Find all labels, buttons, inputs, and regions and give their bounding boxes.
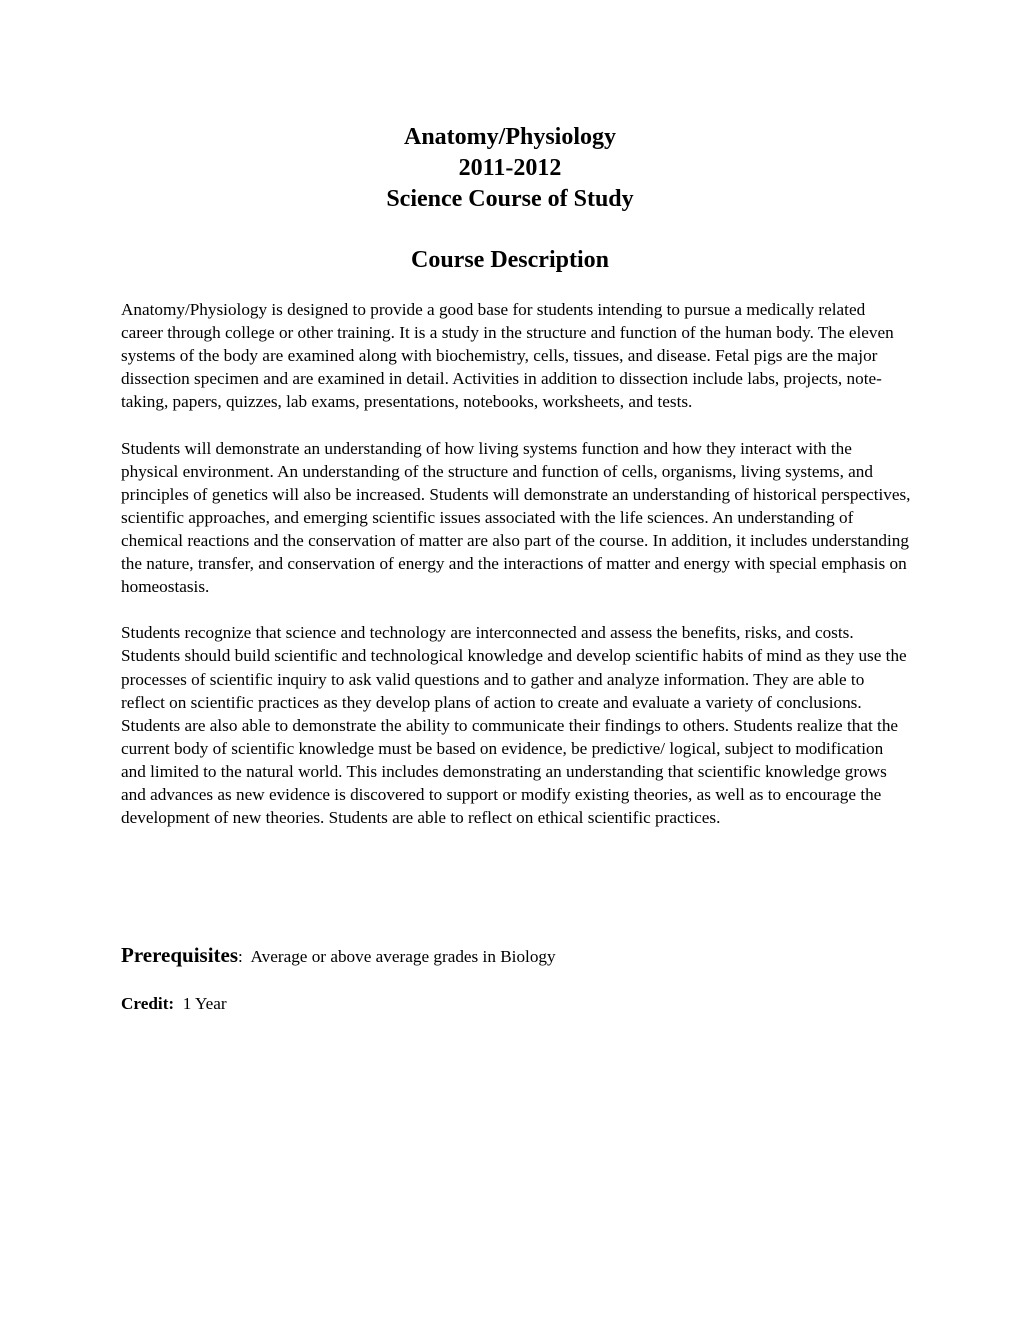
course-description-heading: Course Description	[411, 247, 609, 273]
course-description-body	[121, 298, 911, 852]
document-title	[0, 122, 1020, 215]
document-subtitle: Science Course of Study	[386, 186, 634, 212]
credit-value: 1 Year	[182, 994, 227, 1013]
prerequisites-value: Average or above average grades in Biology	[250, 947, 556, 966]
prerequisites-line	[121, 941, 911, 971]
course-name: Anatomy/Physiology	[403, 124, 616, 150]
description-paragraph-2: Students will demonstrate an understanding of how living systems function and how they interact with the physical environment. An understanding of the structure and function of cells, organisms, living systems, and principles of genetics will also be increased. Students will demonstrate an understanding of historical perspectives, scientific approaches, and emerging scientific issues associated with the life sciences. An understanding of chemical reactions and the conservation of matter are also part of the course. In addition, it includes understanding the nature, transfer, and conservation of energy and the interactions of matter and energy with special emphasis on homeostasis.	[121, 438, 911, 597]
description-paragraph-1: Anatomy/Physiology is designed to provide a good base for students intending to pursue a medically related career through college or other training. It is a study in the structure and function of the human body. The eleven systems of the body are examined along with biochemistry, cells, tissues, and disease. Fetal pigs are the major dissection specimen and are examined in detail. Activities in addition to dissection include labs, projects, note-taking, papers, quizzes, lab exams, presentations, notebooks, worksheets, and tests.	[121, 300, 894, 412]
credit-line	[121, 992, 911, 1015]
prerequisites-separator: :	[238, 947, 243, 966]
prerequisites-label: Prerequisites	[121, 943, 239, 967]
school-year: 2011-2012	[458, 155, 562, 181]
credit-label: Credit:	[121, 994, 175, 1013]
description-paragraph-3: Students recognize that science and technology are interconnected and assess the benefits, risks, and costs. Students should build scientific and technological knowledge and develop scientific habits of mind as they use the processes of scientific inquiry to ask valid questions and to gather and analyze information. They are able to reflect on scientific practices as they develop plans of action to create and evaluate a variety of conclusions. Students are also able to demonstrate the ability to communicate their findings to others. Students realize that the current body of scientific knowledge must be based on evidence, be predictive/ logical, subject to modification and limited to the natural world. This includes demonstrating an understanding that scientific knowledge grows and advances as new evidence is discovered to support or modify existing theories, as well as to encourage the development of new theories. Students are able to reflect on ethical scientific practices.	[121, 623, 907, 828]
